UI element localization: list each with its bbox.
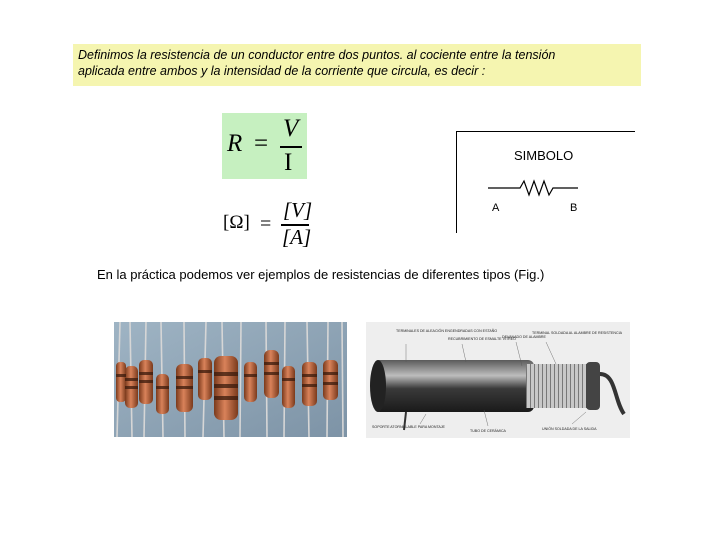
definition-line-1: Definimos la resistencia de un conductor entre dos puntos. al cociente entre la tensión <box>78 48 556 62</box>
terminal-b-label: B <box>570 202 578 214</box>
fraction-bar <box>280 146 302 148</box>
wirewound-resistor-diagram <box>366 322 630 438</box>
units-formula <box>222 198 312 250</box>
terminal-a-label: A <box>492 202 500 214</box>
resistance-formula <box>222 113 307 179</box>
resistors-photo <box>114 322 347 437</box>
formula-u-numerator: [V] <box>283 198 313 222</box>
figure-label-top-3: DEVANADO DE ALAMBRE <box>502 335 546 339</box>
formula-u-denominator: [A] <box>282 225 312 249</box>
symbol-title: SIMBOLO <box>514 148 574 163</box>
formula-r-lhs: R <box>227 130 243 157</box>
formula-r-denominator: I <box>284 149 293 176</box>
formula-u-equals: = <box>260 213 272 235</box>
formula-r-numerator: V <box>283 115 299 142</box>
definition-box <box>73 44 641 86</box>
figure-label-bottom-1: SOPORTE ATORNILLABLE PARA MONTAJE <box>372 425 445 429</box>
formula-u-lhs: [Ω] <box>223 212 250 233</box>
definition-line-2: aplicada entre ambos y la intensidad de la corriente que circula, es decir : <box>78 64 486 78</box>
figure-label-bottom-3: UNIÓN SOLDADA DE LA SALIDA <box>542 427 597 431</box>
formula-r-equals: = <box>254 130 269 157</box>
resistor-symbol-icon <box>488 178 580 198</box>
figure-label-top-4: TERMINAL SOLDADA AL ALAMBRE DE RESISTENCIA <box>532 331 623 335</box>
figure-label-top-2: RECUBRIMIENTO DE ESMALTE VÍTREO <box>448 337 516 341</box>
caption-text: En la práctica podemos ver ejemplos de resistencias de diferentes tipos (Fig.) <box>97 267 545 282</box>
figure-label-top-1: TERMINALES DE ALEACIÓN ENGENDRADAS CON ESTAÑO <box>396 329 498 333</box>
figure-label-bottom-2: TUBO DE CERÁMICA <box>470 429 506 433</box>
